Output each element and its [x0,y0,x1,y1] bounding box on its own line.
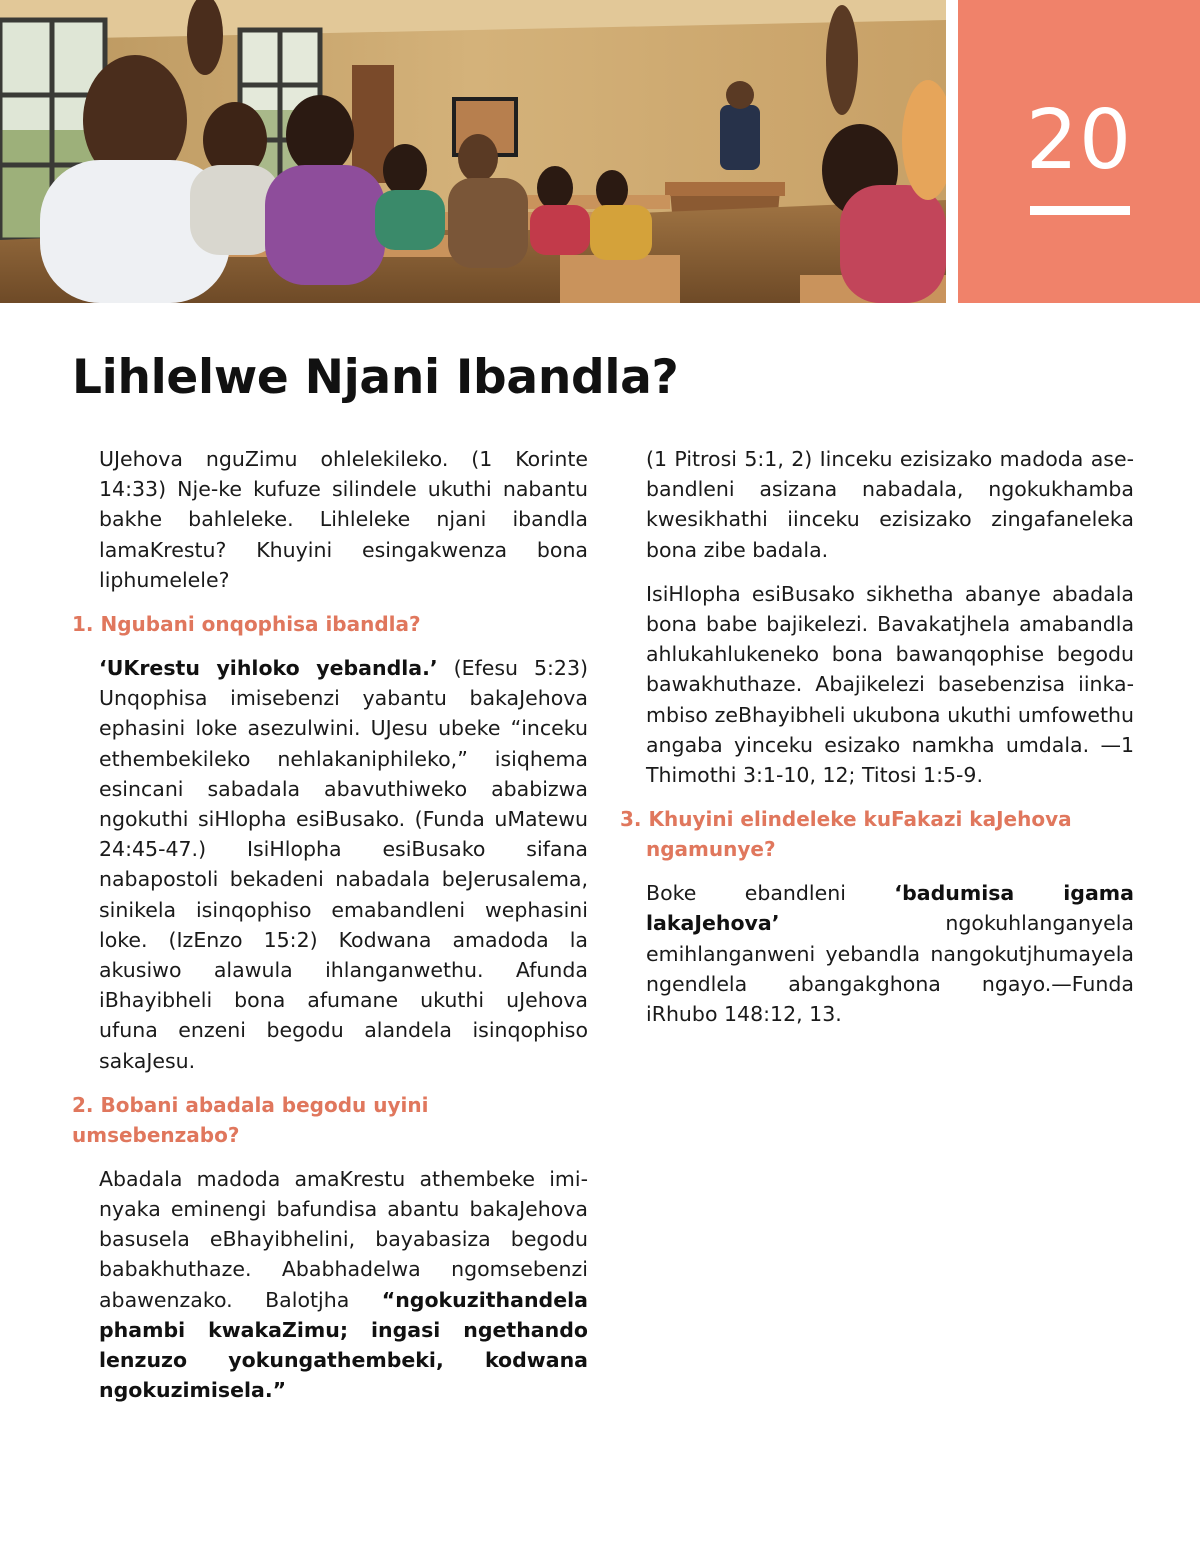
answer-3-body-pre: Boke ebandleni [646,881,895,906]
question-3-number: 3. [620,807,642,832]
question-2-number: 2. [72,1092,94,1117]
chapter-underline [1030,206,1130,215]
question-3-text: Khuyini elindeleke kuFakazi kaJehova ngamunye? [646,807,1072,862]
question-3 [620,804,1134,864]
answer-3-body-post: ngokuhlanganyela emihlanganweni yebandla nangokutjhumayela ngendlela abangakghona ngayo.—Funda iRhubo 148:12, 13. [646,911,1134,1027]
right-column [620,444,1134,1043]
answer-1-bold-lead: ‘UKrestu yihloko yebandla.’ [99,656,438,681]
answer-3-bold-quote: ‘badumisa igama lakaJehova’ [646,881,1134,936]
chapter-number: 20 [1025,93,1133,188]
chapter-number-box [958,0,1200,303]
answer-2-paragraph-2: IsiHlopha esiBusako sikhetha abanye abadala bona babe bajikelezi. Bavakatjhela amabandla ahlukahlukeneko bona bawanqophise begodu bawakhuthaze. Abajikelezi basebenzisa iinkambiso zeBhayibheli ukubona ukuthi umfowethu angaba yinceku esizako namkha umdala. —1 Thimothi 3:1-10, 12; Titosi 1:5-9. [646,581,1134,788]
question-2-text: Bobani abadala begodu uyini umsebenzabo? [72,1092,429,1147]
page-title: Lihlelwe Njani Ibandla? [72,350,679,405]
left-column [72,444,588,1419]
answer-2-paragraph [72,1164,588,1406]
answer-1-paragraph [72,653,588,1076]
answer-2-continuation: (1 Pitrosi 5:1, 2) Iinceku ezisizako madoda asebandleni asizana nabadala, ngokukhamba kwesikhathi iinceku ezisizako zingafaneleka bona zibe badala. [646,447,1134,562]
question-1 [72,609,588,639]
question-1-text: Ngubani onqophisa ibandla? [100,612,421,637]
answer-2-bold-quote: “ngokuzithandela phambi kwakaZimu; ingasi ngethando lenzuzo yokungathembeki, kodwana ngokuzimisela.” [99,1287,588,1403]
question-1-number: 1. [72,612,94,637]
header-photo [0,0,946,303]
question-2 [72,1090,588,1150]
answer-2-body: Abadala madoda amaKrestu athembeke iminyaka eminengi bafundisa abantu bakaJehova basusela eBhayibhelini, bayabasiza begodu babakhuthaze. Ababhadelwa ngomsebenzi abawenzako. Balotjha [99,1166,588,1312]
answer-1-body: (Efesu 5:23) Unqophisa imisebenzi yabantu bakaJehova ephasini loke asezulwini. UJesu ubeke “inceku ethembekileko nehlakaniphileko,” isiqhema esincani sabadala abavuthiweko ababizwa ngokuthi siHlopha esiBusako. (Funda uMatewu 24:45-47.) IsiHlopha esiBusako sifana nabapostoli bekadeni nabadala beJerusalema, sinikela isinqophiso emabandleni wephasini loke. (IzEnzo 15:2) Kodwana amadoda la akusiwo alawula ihlanganwethu. Afunda iBhayibheli bona afumane ukuthi uJehova ufuna enzeni begodu alandela isinqophiso sakaJesu. [99,656,588,1073]
intro-paragraph: UJehova nguZimu ohlelekileko. (1 Korinte 14:33) Nje-ke kufuze silindele ukuthi nabantu bakhe bahleleke. Lihleleke njani ibandla lamaKrestu? Khuyini esingakwenza bona liphumelele? [99,447,588,592]
congregation-meeting-image [0,0,946,303]
answer-3-paragraph [620,878,1134,1029]
